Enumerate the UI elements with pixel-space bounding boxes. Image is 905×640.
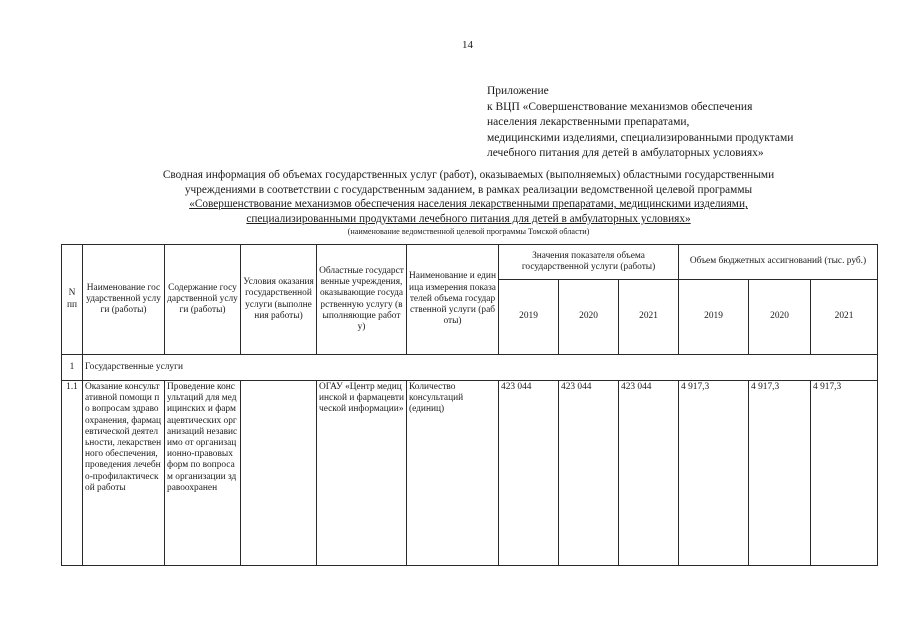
row-service-name: Оказание консультативной помощи по вопросам здравоохранения, фармацевтической деятельности, лекарственного обеспечения, проведения лечебно-профилактической работы xyxy=(83,381,165,566)
table-row-group xyxy=(62,355,878,381)
header-conditions: Условия оказания государственной услуги (выполнения работы) xyxy=(241,245,317,355)
header-budget-year: 2019 xyxy=(679,280,749,355)
header-budget-year: 2021 xyxy=(811,280,878,355)
row-num: 1.1 xyxy=(62,381,83,566)
row-volume-2021: 423 044 xyxy=(619,381,679,566)
program-name-caption: (наименование ведомственной целевой программы Томской области) xyxy=(347,227,590,237)
appendix-line: лечебного питания для детей в амбулаторных условиях» xyxy=(487,147,764,159)
program-name-line: специализированными продуктами лечебного питания для детей в амбулаторных условиях» xyxy=(246,212,691,225)
row-institution: ОГАУ «Центр медицинской и фармацевтической информации» xyxy=(317,381,407,566)
table-row xyxy=(62,381,878,566)
header-indicator: Наименование и единица измерения показателей объема государственной услуги (работы) xyxy=(407,245,499,355)
appendix-title: Приложение xyxy=(487,85,549,97)
row-volume-2020: 423 044 xyxy=(559,381,619,566)
header-volume-group: Значения показателя объема государственной услуги (работы) xyxy=(499,245,679,280)
header-volume-year: 2021 xyxy=(619,280,679,355)
row-budget-2019: 4 917,3 xyxy=(679,381,749,566)
program-name-line: «Совершенствование механизмов обеспечения населения лекарственными препаратами, медицинскими изделиями, xyxy=(189,198,748,211)
row-budget-2020: 4 917,3 xyxy=(749,381,811,566)
page-number: 14 xyxy=(462,39,473,51)
heading-line: Сводная информация об объемах государственных услуг (работ), оказываемых (выполняемых) областными государственными xyxy=(162,169,775,181)
services-table xyxy=(61,244,878,566)
header-institutions: Областные государственные учреждения, оказывающие государственную услугу (выполняющие работу) xyxy=(317,245,407,355)
appendix-line: медицинскими изделиями, специализированными продуктами xyxy=(487,131,794,144)
row-conditions xyxy=(241,381,317,566)
appendix-line: населения лекарственными препаратами, xyxy=(487,116,690,128)
row-budget-2021: 4 917,3 xyxy=(811,381,878,566)
row-indicator: Количество консультаций (единиц) xyxy=(407,381,499,566)
header-num: N пп xyxy=(62,245,83,355)
row-service-content: Проведение консультаций для медицинских и фармацевтических организаций независимо от организационно-правовых форм по вопросам организации здравоохранен xyxy=(165,381,241,566)
heading-line: учреждениями в соответствии с государственным заданием, в рамках реализации ведомственной целевой программы xyxy=(184,183,753,196)
group-label: Государственные услуги xyxy=(83,355,878,381)
appendix-line: к ВЦП «Совершенствование механизмов обеспечения xyxy=(487,100,753,113)
header-volume-year: 2020 xyxy=(559,280,619,355)
document-heading xyxy=(60,168,877,237)
header-budget-group: Объем бюджетных ассигнований (тыс. руб.) xyxy=(679,245,878,280)
header-volume-year: 2019 xyxy=(499,280,559,355)
header-service-name: Наименование государственной услуги (работы) xyxy=(83,245,165,355)
header-service-content: Содержание государственной услуги (работы) xyxy=(165,245,241,355)
appendix-note xyxy=(487,84,887,162)
row-volume-2019: 423 044 xyxy=(499,381,559,566)
group-num: 1 xyxy=(62,355,83,381)
header-budget-year: 2020 xyxy=(749,280,811,355)
